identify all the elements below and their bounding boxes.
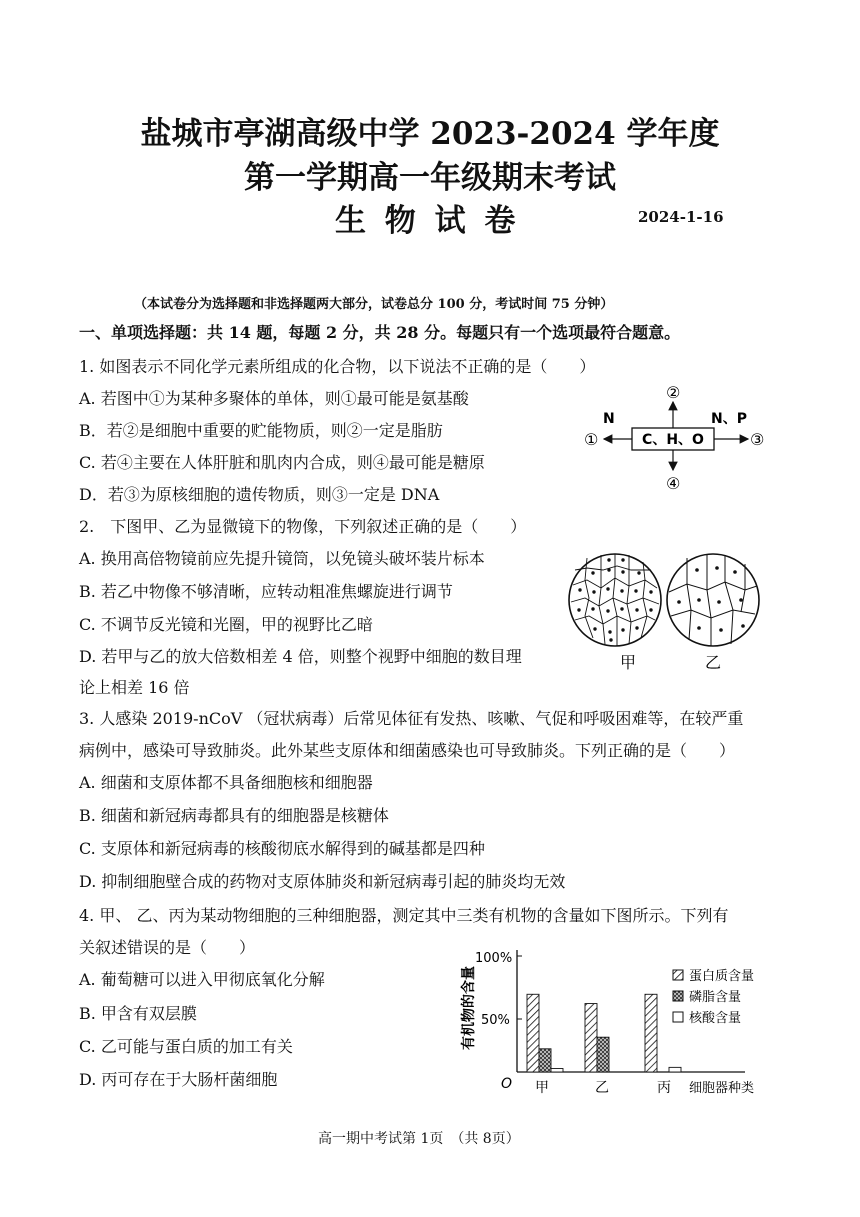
bar-jia-protein xyxy=(527,994,539,1072)
exam-date: 2024-1-16 xyxy=(638,208,724,226)
category-yi: 乙 xyxy=(595,1080,609,1096)
y-axis-label: 有机物的含量 xyxy=(461,966,477,1050)
question-4-option-a: A. 葡萄糖可以进入甲彻底氧化分解 xyxy=(79,970,325,989)
field-yi xyxy=(667,554,759,646)
organelle-content-chart xyxy=(445,940,775,1100)
legend-nucleic: 核酸含量 xyxy=(689,1011,742,1026)
bar-yi-phospholipid xyxy=(597,1037,609,1072)
question-2-stem: 2. 下图甲、乙为显微镜下的物像，下列叙述正确的是（ ） xyxy=(79,517,527,536)
page-footer: 高一期中考试第 1页 （共 8页） xyxy=(318,1131,520,1147)
compound-3: ③ xyxy=(750,430,765,449)
question-2-option-c: C. 不调节反光镜和光圈，甲的视野比乙暗 xyxy=(79,615,373,634)
left-element-label: N xyxy=(603,411,615,427)
bar-jia-nucleic xyxy=(551,1069,563,1072)
category-jia: 甲 xyxy=(535,1080,549,1096)
question-2-option-d: D. 若甲与乙的放大倍数相差 4 倍，则整个视野中细胞的数目理 xyxy=(79,647,522,666)
page-title-line2: 第一学期高一年级期末考试 xyxy=(244,160,616,196)
legend-protein: 蛋白质含量 xyxy=(689,969,755,984)
right-element-label: N、P xyxy=(711,411,747,427)
question-3-option-b: B. 细菌和新冠病毒都具有的细胞器是核糖体 xyxy=(79,806,389,825)
question-1-option-b: B．若②是细胞中重要的贮能物质，则②一定是脂肪 xyxy=(79,421,443,440)
question-4-option-c: C. 乙可能与蛋白质的加工有关 xyxy=(79,1037,293,1056)
x-axis-label: 细胞器种类 xyxy=(689,1081,755,1096)
legend-swatch-protein xyxy=(673,970,683,980)
question-1-option-d: D．若③为原核细胞的遗传物质，则③一定是 DNA xyxy=(79,485,440,504)
page-title-line3: 生 物 试 卷 xyxy=(335,203,520,239)
question-1-option-c: C. 若④主要在人体肝脏和肌肉内合成，则④最可能是糖原 xyxy=(79,453,485,472)
compound-2: ② xyxy=(666,383,681,402)
category-bing: 丙 xyxy=(657,1080,671,1096)
question-4-stem-line1: 4. 甲、 乙、丙为某动物细胞的三种细胞器，测定其中三类有机物的含量如下图所示。下列有 xyxy=(79,906,729,925)
compound-4: ④ xyxy=(666,474,681,493)
question-4-stem-line2: 关叙述错误的是（ ） xyxy=(79,938,256,957)
question-2-option-a: A. 换用高倍物镜前应先提升镜筒，以免镜头破坏装片标本 xyxy=(79,549,485,568)
microscope-fields-figure xyxy=(565,540,765,675)
page-title-line1: 盐城市亭湖高级中学 2023-2024 学年度 xyxy=(140,116,720,152)
question-2-option-d-cont: 论上相差 16 倍 xyxy=(79,678,190,697)
section-heading: 一、单项选择题：共 14 题，每题 2 分，共 28 分。每题只有一个选项最符合题意。 xyxy=(79,323,681,342)
center-label: C、H、O xyxy=(642,432,704,448)
question-3-option-d: D. 抑制细胞壁合成的药物对支原体肺炎和新冠病毒引起的肺炎均无效 xyxy=(79,872,566,891)
bar-bing-protein xyxy=(645,994,657,1072)
bar-jia-phospholipid xyxy=(539,1049,551,1072)
bar-yi-protein xyxy=(585,1004,597,1072)
y-tick-100: 100% xyxy=(475,951,513,966)
question-4-option-b: B. 甲含有双层膜 xyxy=(79,1004,197,1023)
question-2-option-b: B. 若乙中物像不够清晰，应转动粗准焦螺旋进行调节 xyxy=(79,582,453,601)
bar-bing-nucleic xyxy=(669,1067,681,1072)
label-yi: 乙 xyxy=(705,653,722,672)
element-compound-diagram xyxy=(580,380,780,495)
question-1-option-a: A. 若图中①为某种多聚体的单体，则①最可能是氨基酸 xyxy=(79,389,469,408)
label-jia: 甲 xyxy=(620,653,637,672)
y-tick-50: 50% xyxy=(481,1013,510,1028)
question-1-stem: 1. 如图表示不同化学元素所组成的化合物，以下说法不正确的是（ ） xyxy=(79,357,596,376)
legend-phospholipid: 磷脂含量 xyxy=(689,990,742,1005)
question-4-option-d: D. 丙可存在于大肠杆菌细胞 xyxy=(79,1070,278,1089)
question-3-option-a: A. 细菌和支原体都不具备细胞核和细胞器 xyxy=(79,773,373,792)
question-3-option-c: C. 支原体和新冠病毒的核酸彻底水解得到的碱基都是四种 xyxy=(79,839,485,858)
legend-swatch-phospholipid xyxy=(673,991,683,1001)
question-3-stem-line1: 3. 人感染 2019-nCoV （冠状病毒）后常见体征有发热、咳嗽、气促和呼吸困难等，在较严重 xyxy=(79,709,744,728)
legend-swatch-nucleic xyxy=(673,1012,683,1022)
compound-1: ① xyxy=(584,430,599,449)
field-jia xyxy=(569,554,661,646)
axis-origin: O xyxy=(501,1076,513,1092)
question-3-stem-line2: 病例中，感染可导致肺炎。此外某些支原体和细菌感染也可导致肺炎。下列正确的是（ ） xyxy=(79,741,736,760)
exam-notice: （本试卷分为选择题和非选择题两大部分，试卷总分 100 分，考试时间 75 分钟） xyxy=(134,297,614,312)
